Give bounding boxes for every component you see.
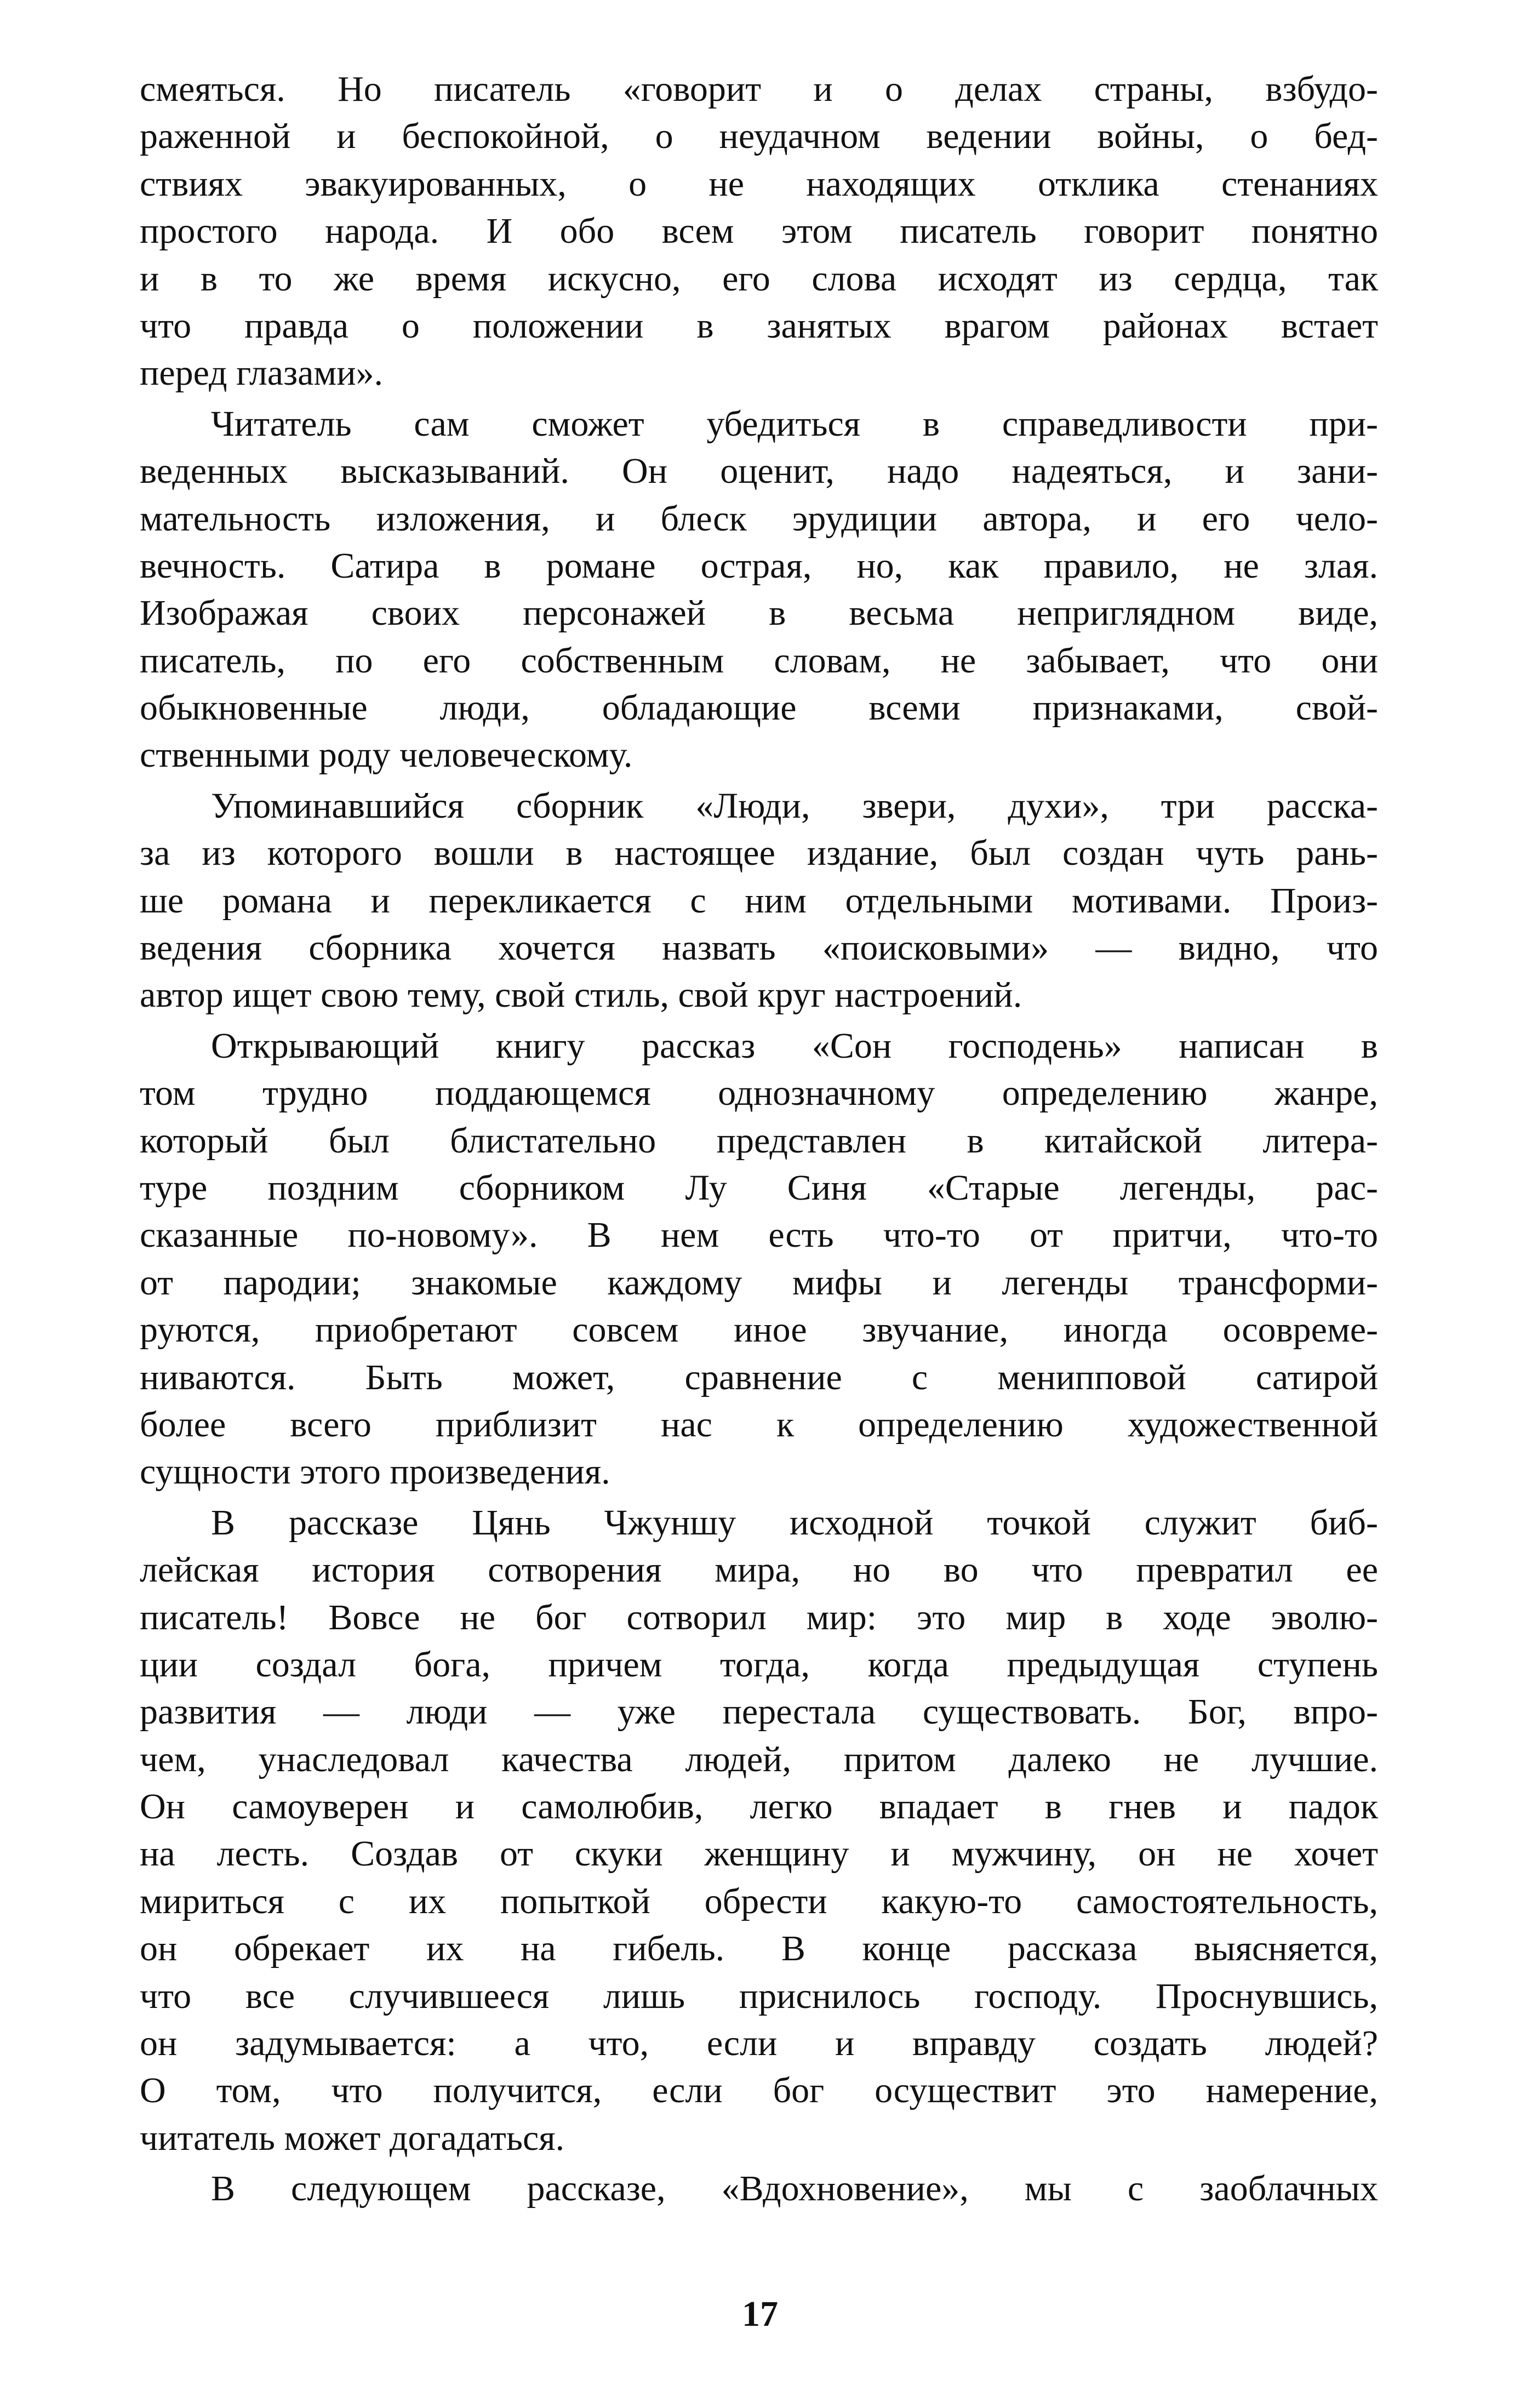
paragraph	[140, 783, 1378, 1019]
text-line: простого народа. И обо всем этом писатель говорит понятно	[140, 211, 1378, 252]
page-number: 17	[742, 2294, 778, 2334]
paragraph	[140, 401, 1378, 779]
text-line: писатель! Вовсе не бог сотворил мир: это мир в ходе эволю-	[140, 1597, 1378, 1637]
text-line: туре поздним сборником Лу Синя «Старые легенды, рас-	[140, 1167, 1378, 1208]
text-line: мириться с их попыткой обрести какую-то самостоятельность,	[140, 1881, 1378, 1921]
text-line: чем, унаследовал качества людей, притом далеко не лучшие.	[140, 1739, 1378, 1779]
text-line: автор ищет свою тему, свой стиль, свой круг настроений.	[140, 975, 1022, 1015]
text-line: ственными роду человеческому.	[140, 735, 633, 775]
text-line: развития — люди — уже перестала существовать. Бог, впро-	[140, 1692, 1378, 1732]
text-line: руются, приобретают совсем иное звучание, иногда осовреме-	[140, 1310, 1378, 1350]
text-line: за из которого вошли в настоящее издание, был создан чуть рань-	[140, 833, 1378, 874]
paragraph	[140, 2165, 1378, 2212]
text-line: обыкновенные люди, обладающие всеми признаками, свой-	[140, 688, 1378, 728]
text-line: Изображая своих персонажей в весьма неприглядном виде,	[140, 593, 1378, 634]
text-line: от пародии; знакомые каждому мифы и легенды трансформи-	[140, 1262, 1378, 1303]
text-line: Он самоуверен и самолюбив, легко впадает в гнев и падок	[140, 1787, 1378, 1827]
text-line: ведения сборника хочется назвать «поисковыми» — видно, что	[140, 928, 1378, 968]
paragraph	[140, 1499, 1378, 2162]
paragraph	[140, 66, 1378, 397]
text-line: он обрекает их на гибель. В конце рассказа выясняется,	[140, 1928, 1378, 1969]
text-line: на лесть. Создав от скуки женщину и мужчину, он не хочет	[140, 1834, 1378, 1874]
text-line: он задумывается: а что, если и вправду создать людей?	[140, 2023, 1378, 2064]
text-line: что правда о положении в занятых врагом районах встает	[140, 305, 1378, 346]
text-line: ниваются. Быть может, сравнение с менипповой сатирой	[140, 1357, 1378, 1397]
text-line: что все случившееся лишь приснилось господу. Проснувшись,	[140, 1976, 1378, 2016]
text-line: лейская история сотворения мира, но во что превратил ее	[140, 1550, 1378, 1590]
text-line: веденных высказываний. Он оценит, надо надеяться, и зани-	[140, 451, 1378, 492]
text-line: мательность изложения, и блеск эрудиции автора, и его чело-	[140, 498, 1378, 539]
text-line: О том, что получится, если бог осуществит это намерение,	[140, 2070, 1378, 2111]
paragraph	[140, 1023, 1378, 1496]
text-line: писатель, по его собственным словам, не забывает, что они	[140, 640, 1378, 681]
text-line: который был блистательно представлен в китайской литера-	[140, 1120, 1378, 1161]
text-line: читатель может догадаться.	[140, 2118, 565, 2158]
text-line: и в то же время искусно, его слова исходят из сердца, так	[140, 258, 1378, 299]
text-line: вечность. Сатира в романе острая, но, как правило, не злая.	[140, 545, 1378, 586]
text-line: Упоминавшийся сборник «Люди, звери, духи», три расска-	[211, 785, 1378, 826]
text-line: Читатель сам сможет убедиться в справедливости при-	[211, 403, 1378, 444]
text-line: том трудно поддающемся однозначному определению жанре,	[140, 1073, 1378, 1114]
text-line: В рассказе Цянь Чжуншу исходной точкой служит биб-	[211, 1502, 1378, 1543]
text-line: смеяться. Но писатель «говорит и о делах страны, взбудо-	[140, 69, 1378, 109]
text-line: ше романа и перекликается с ним отдельными мотивами. Произ-	[140, 880, 1378, 921]
text-line: ствиях эвакуированных, о не находящих отклика стенаниях	[140, 163, 1378, 204]
text-line: раженной и беспокойной, о неудачном ведении войны, о бед-	[140, 116, 1378, 157]
text-line: ции создал бога, причем тогда, когда предыдущая ступень	[140, 1644, 1378, 1685]
page-body	[140, 66, 1378, 2213]
text-line: более всего приблизит нас к определению художественной	[140, 1404, 1378, 1445]
text-line: сущности этого произведения.	[140, 1452, 610, 1492]
text-line: Открывающий книгу рассказ «Сон господень» написан в	[211, 1025, 1378, 1066]
text-line: сказанные по-новому». В нем есть что-то от притчи, что-то	[140, 1215, 1378, 1256]
text-line: В следующем рассказе, «Вдохновение», мы с заоблачных	[211, 2169, 1378, 2209]
text-line: перед глазами».	[140, 353, 384, 393]
